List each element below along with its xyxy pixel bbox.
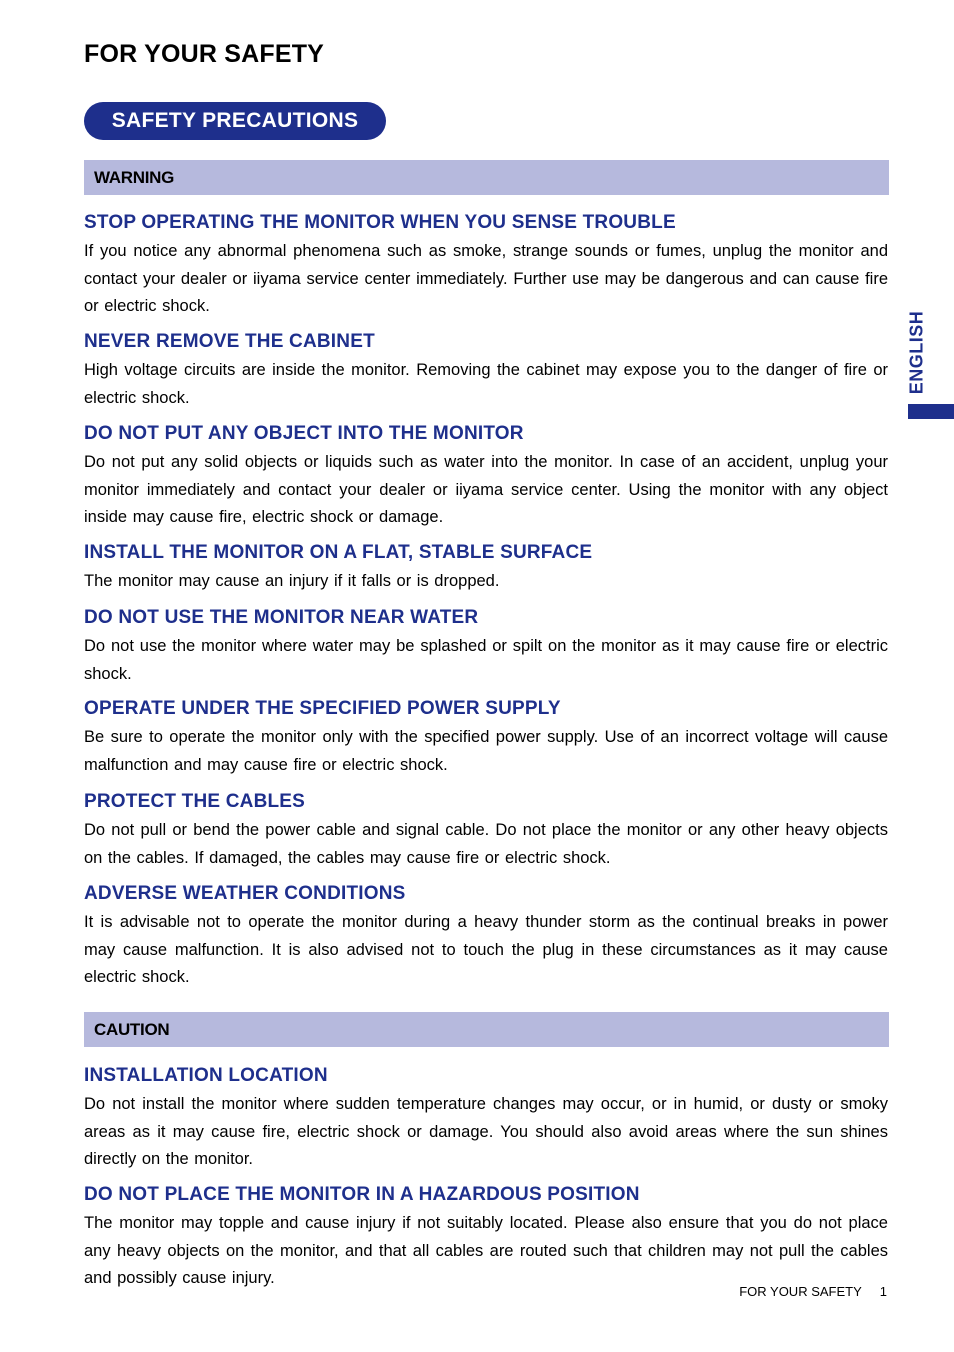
section-heading: DO NOT PLACE THE MONITOR IN A HAZARDOUS POSITION [84,1184,640,1205]
warning-section [84,881,888,992]
section-heading: INSTALLATION LOCATION [84,1065,328,1086]
warning-section [84,210,888,321]
section-body: Do not pull or bend the power cable and signal cable. Do not place the monitor or any other heavy objects on the cables. If damaged, the cables may cause fire or electric shock. [84,821,888,867]
section-heading: ADVERSE WEATHER CONDITIONS [84,883,406,904]
language-tab-label [905,305,929,399]
section-body: The monitor may topple and cause injury if not suitably located. Please also ensure that you do not place any heavy objects on the monitor, and that all cables are routed such that children may not pull the cables and possibly cause injury. [84,1214,888,1287]
caution-section [84,1063,888,1174]
page-footer [739,1284,887,1299]
footer-label: FOR YOUR SAFETY [739,1284,862,1299]
section-heading: INSTALL THE MONITOR ON A FLAT, STABLE SURFACE [84,542,593,563]
section-body: High voltage circuits are inside the monitor. Removing the cabinet may expose you to the danger of fire or electric shock. [84,361,888,407]
section-body: Do not install the monitor where sudden temperature changes may occur, or in humid, or dusty or smoky areas as it may cause fire, electric shock or damage. You should also avoid areas where the sun shines directly on the monitor. [84,1095,888,1168]
warning-section [84,605,888,688]
section-body: The monitor may cause an injury if it falls or is dropped. [84,572,500,590]
warning-section [84,540,888,596]
section-heading: PROTECT THE CABLES [84,791,306,812]
section-body: Do not put any solid objects or liquids such as water into the monitor. In case of an accident, unplug your monitor immediately and contact your dealer or iiyama service center. Using the monitor with any object inside may cause fire, electric shock or damage. [84,453,888,526]
section-body: It is advisable not to operate the monitor during a heavy thunder storm as the continual breaks in power may cause malfunction. It is also advised not to touch the plug in these circumstances as it may cause electric shock. [84,913,888,986]
section-heading: STOP OPERATING THE MONITOR WHEN YOU SENSE TROUBLE [84,212,676,233]
section-heading: DO NOT PUT ANY OBJECT INTO THE MONITOR [84,423,524,444]
language-label: ENGLISH [906,310,927,394]
warning-section [84,789,888,872]
warning-section [84,329,888,412]
warning-section [84,696,888,779]
page-title: FOR YOUR SAFETY [84,40,325,68]
page-number: 1 [879,1284,887,1299]
language-tab-marker [908,404,954,419]
warning-band: WARNING [84,160,889,195]
section-heading: OPERATE UNDER THE SPECIFIED POWER SUPPLY [84,698,561,719]
section-body: Do not use the monitor where water may be splashed or spilt on the monitor as it may cause fire or electric shock. [84,637,888,683]
caution-section [84,1182,888,1293]
section-heading: DO NOT USE THE MONITOR NEAR WATER [84,607,479,628]
section-heading: NEVER REMOVE THE CABINET [84,331,375,352]
safety-precautions-badge: SAFETY PRECAUTIONS [84,102,386,140]
warning-section [84,421,888,532]
section-body: Be sure to operate the monitor only with the specified power supply. Use of an incorrect voltage will cause malfunction and may cause fire or electric shock. [84,728,888,774]
section-body: If you notice any abnormal phenomena such as smoke, strange sounds or fumes, unplug the monitor and contact your dealer or iiyama service center immediately. Further use may be dangerous and can cause fire or electric shock. [84,242,888,315]
caution-band: CAUTION [84,1012,889,1047]
